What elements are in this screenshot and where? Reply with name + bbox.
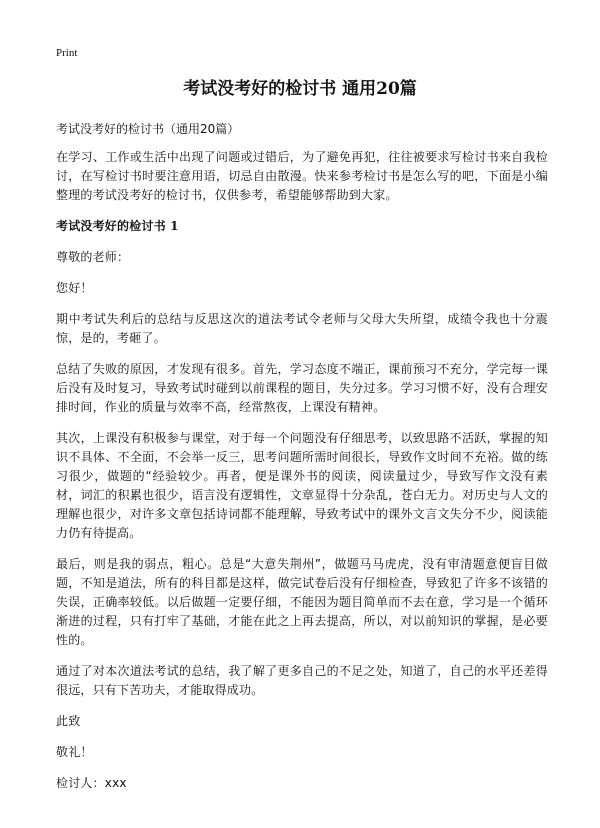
section-heading: 考试没考好的检讨书 1 [56, 219, 179, 233]
body-paragraph-1: 期中考试失利后的总结与反思这次的道法考试令老师与父母大失所望，成绩令我也十分震惊，是的，考砸了。 [56, 312, 548, 345]
salutation: 尊敬的老师： [56, 250, 130, 264]
page-title: 考试没考好的检讨书 通用20篇 [183, 79, 417, 99]
body-paragraph-2: 总结了失败的原因，才发现有很多。首先，学习态度不端正，课前预习不充分，学完每一课后没有及时复习，导致考试时碰到以前课程的题目，失分过多。学习习惯不好，没有合理安排时间，作业的质量与效率不高，经常熬夜，上课没有精神。 [56, 362, 548, 414]
document-subtitle: 考试没考好的检讨书（通用20篇） [56, 122, 240, 136]
closing-line-1: 此致 [56, 714, 81, 728]
body-paragraph-3: 其次，上课没有积极参与课堂，对于每一个问题没有仔细思考，以致思路不活跃，掌握的知识不具体、不全面，不会举一反三，思考问题所需时间很长，导致作文时间不充裕。做的练习很少，做题的“经验较少。再者，便是课外书的阅读，阅读量过少，导致写作文没有素材，词汇的积累也很少，语言没有逻辑性，文章显得十分杂乱，苍白无力。对历史与人文的理解也很少，对许多文章包括诗词都不能理解，导致考试中的课外文言文失分不少，阅读能力仍有待提高。 [56, 431, 548, 540]
body-paragraph-4: 最后，则是我的弱点，粗心。总是“大意失荆州”，做题马马虎虎，没有审清题意便盲目做题，不知是道法，所有的科目都是这样，做完试卷后没有仔细检查，导致犯了许多不该错的失误，正确率较低。以后做题一定要仔细，不能因为题目简单而不去在意，学习是一个循环渐进的过程，只有打牢了基础，才能在此之上再去提高，所以，对以前知识的掌握，是必要性的。 [56, 557, 548, 647]
document-body [56, 148, 548, 805]
greeting: 您好！ [56, 281, 93, 295]
closing-line-2: 敬礼！ [56, 745, 93, 759]
print-label: Print [56, 47, 78, 59]
signature: 检讨人：xxx [56, 776, 127, 790]
intro-paragraph: 在学习、工作或生活中出现了问题或过错后，为了避免再犯，往往被要求写检讨书来自我检讨，在写检讨书时要注意用语，切忌自由散漫。快来参考检讨书是怎么写的吧，下面是小编整理的考试没考好的检讨书，仅供参考，希望能够帮助到大家。 [56, 150, 548, 202]
body-paragraph-5: 通过了对本次道法考试的总结，我了解了更多自己的不足之处，知道了，自己的水平还差得很远，只有下苦功夫，才能取得成功。 [56, 664, 548, 697]
